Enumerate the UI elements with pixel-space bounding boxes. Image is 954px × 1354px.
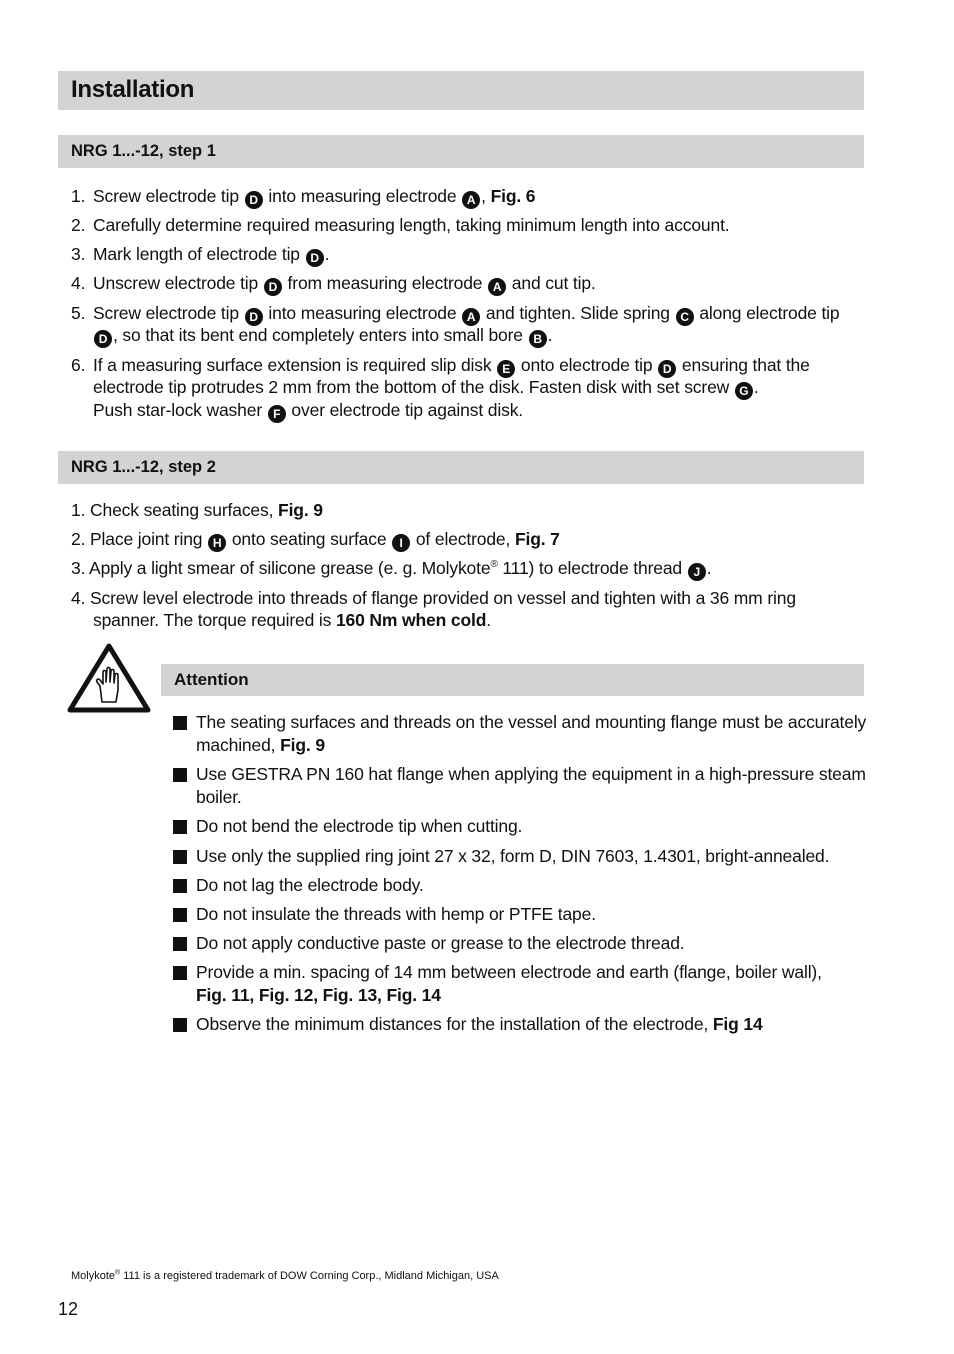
callout-D-icon: D (658, 360, 676, 378)
step2-heading: NRG 1...-12, step 2 (71, 458, 216, 476)
section-title-bar (58, 71, 864, 110)
step1-heading-bar (58, 135, 864, 168)
attention-heading: Attention (174, 670, 249, 689)
callout-D-icon: D (245, 191, 263, 209)
callout-E-icon: E (497, 360, 515, 378)
attention-heading-bar (161, 664, 864, 696)
callout-H-icon: H (208, 534, 226, 552)
footnote: Molykote® 111 is a registered trademark of DOW Corning Corp., Midland Michigan, USA (71, 1269, 499, 1282)
step1-heading: NRG 1...-12, step 1 (71, 142, 216, 160)
page-title: Installation (71, 76, 195, 103)
callout-D-icon: D (94, 330, 112, 348)
bullet-square-icon (173, 850, 187, 864)
fig-ref: Fig. 9 (280, 735, 325, 755)
fig-ref: Fig. 11, Fig. 12, Fig. 13, Fig. 14 (196, 985, 441, 1005)
step2-heading-bar (58, 451, 864, 484)
bullet-square-icon (173, 1018, 187, 1032)
callout-C-icon: C (676, 308, 694, 326)
bullet-square-icon (173, 879, 187, 893)
callout-G-icon: G (735, 382, 753, 400)
fig-ref: Fig 14 (712, 1014, 763, 1034)
callout-J-icon: J (688, 563, 706, 581)
bullet-square-icon (173, 716, 187, 730)
warning-hand-icon (66, 642, 152, 714)
callout-I-icon: I (392, 534, 410, 552)
callout-D-icon: D (245, 308, 263, 326)
fig-ref: Fig. 6 (490, 186, 536, 206)
fig-ref: Fig. 7 (514, 529, 560, 549)
torque-value: 160 Nm when cold (335, 610, 487, 630)
callout-A-icon: A (462, 191, 480, 209)
callout-D-icon: D (306, 249, 324, 267)
callout-A-icon: A (488, 278, 506, 296)
bullet-square-icon (173, 820, 187, 834)
callout-B-icon: B (529, 330, 547, 348)
bullet-square-icon (173, 966, 187, 980)
bullet-square-icon (173, 908, 187, 922)
bullet-square-icon (173, 937, 187, 951)
callout-D-icon: D (264, 278, 282, 296)
fig-ref: Fig. 9 (278, 500, 323, 520)
bullet-square-icon (173, 768, 187, 782)
callout-F-icon: F (268, 405, 286, 423)
page-number: 12 (58, 1299, 79, 1319)
callout-A-icon: A (462, 308, 480, 326)
